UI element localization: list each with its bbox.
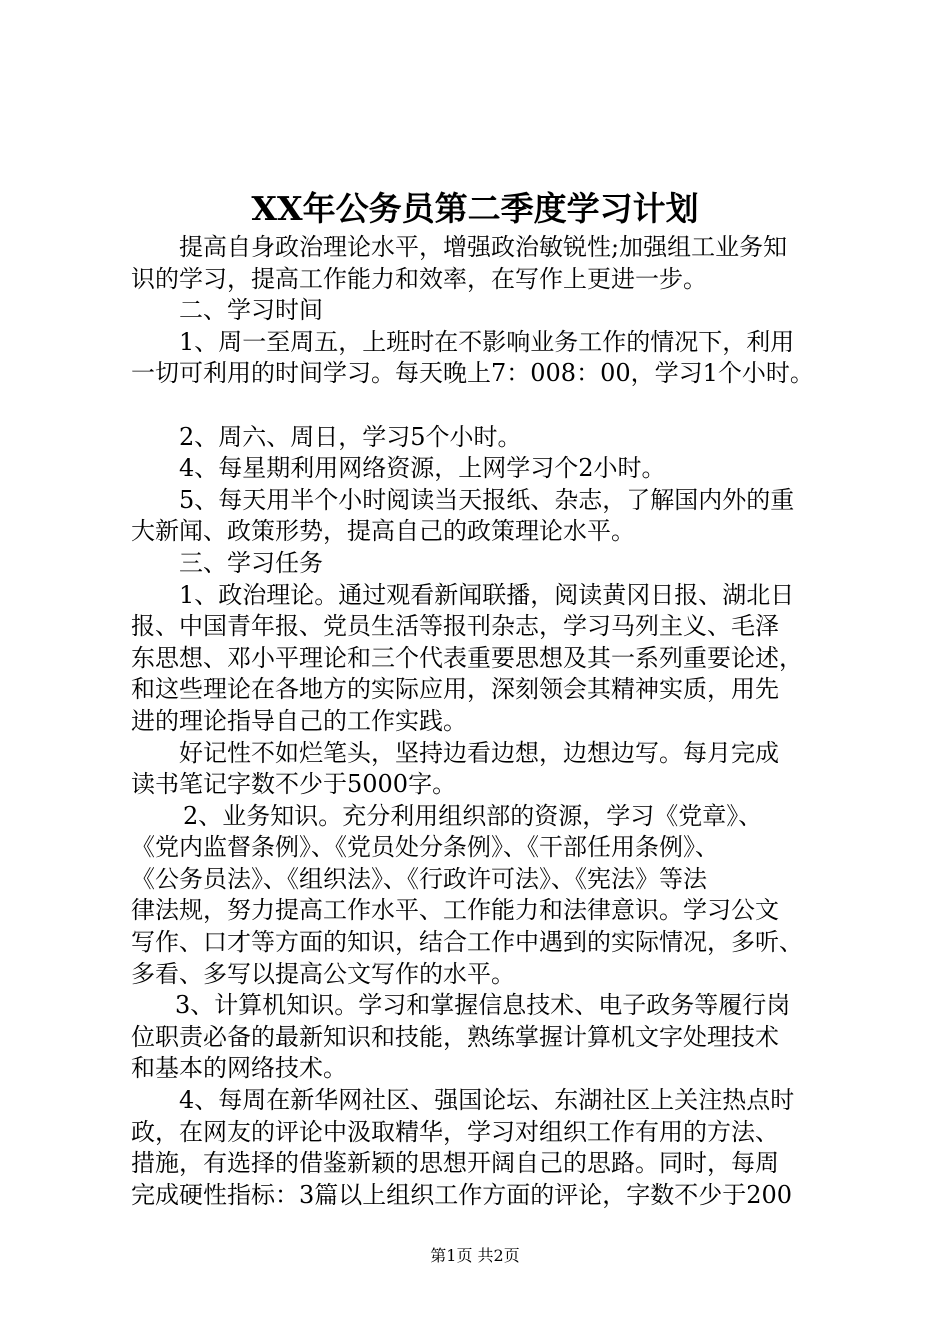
body-line: 3、计算机知识。学习和掌握信息技术、电子政务等履行岗: [175, 991, 791, 1020]
body-line: 好记性不如烂笔头，坚持边看边想，边想边写。每月完成: [179, 738, 779, 767]
body-line: 报、中国青年报、党员生活等报刊杂志，学习马列主义、毛泽: [131, 612, 779, 641]
body-line: 2、周六、周日，学习5个小时。: [179, 422, 522, 451]
body-line: 5、每天用半个小时阅读当天报纸、杂志，了解国内外的重: [179, 485, 795, 514]
body-line: 政，在网友的评论中汲取精华，学习对组织工作有用的方法、: [131, 1117, 779, 1146]
body-line: 识的学习，提高工作能力和效率，在写作上更进一步。: [131, 264, 707, 293]
document-title: XX年公务员第二季度学习计划: [251, 189, 699, 228]
body-line: 大新闻、政策形势，提高自己的政策理论水平。: [131, 517, 635, 546]
body-line: 1、政治理论。通过观看新闻联播，阅读黄冈日报、湖北日: [179, 580, 795, 609]
body-line: 写作、口才等方面的知识，结合工作中遇到的实际情况，多听、: [131, 928, 803, 957]
body-line: 完成硬性指标：3篇以上组织工作方面的评论，字数不少于200: [131, 1180, 793, 1209]
body-line: 位职责必备的最新知识和技能，熟练掌握计算机文字处理技术: [131, 1022, 779, 1051]
body-line: 多看、多写以提高公文写作的水平。: [131, 959, 515, 988]
body-line: 4、每周在新华网社区、强国论坛、东湖社区上关注热点时: [179, 1086, 795, 1115]
body-line: 2、业务知识。充分利用组织部的资源，学习《党章》、: [183, 801, 763, 830]
document-body: [131, 232, 836, 1211]
section-heading-time: 二、学习时间: [179, 296, 323, 325]
body-line: 和基本的网络技术。: [131, 1054, 347, 1083]
body-line: 提高自身政治理论水平，增强政治敏锐性;加强组工业务知: [179, 233, 788, 261]
body-line: 读书笔记字数不少于5000字。: [131, 770, 457, 799]
body-line: 进的理论指导自己的工作实践。: [131, 706, 467, 735]
body-line: 措施，有选择的借鉴新颖的思想开阔自己的思路。同时，每周: [131, 1149, 779, 1178]
body-line: 和这些理论在各地方的实际应用，深刻领会其精神实质，用先: [131, 675, 779, 704]
section-heading-tasks: 三、学习任务: [179, 548, 323, 577]
blank-line: [131, 390, 836, 422]
body-line: 东思想、邓小平理论和三个代表重要思想及其一系列重要论述，: [131, 643, 803, 672]
body-line: 律法规，努力提高工作水平、工作能力和法律意识。学习公文: [131, 896, 779, 925]
page-footer: 第1页 共2页: [430, 1246, 520, 1265]
body-line: 《公务员法》、《组织法》、《行政许可法》、《宪法》等法: [131, 864, 707, 893]
body-line: 一切可利用的时间学习。每天晚上7：008：00，学习1个小时。: [131, 359, 814, 388]
body-line: 《党内监督条例》、《党员处分条例》、《干部任用条例》、: [131, 833, 719, 862]
body-line: 4、每星期利用网络资源，上网学习个2小时。: [179, 454, 666, 483]
body-line: 1、周一至周五，上班时在不影响业务工作的情况下，利用: [179, 327, 795, 356]
